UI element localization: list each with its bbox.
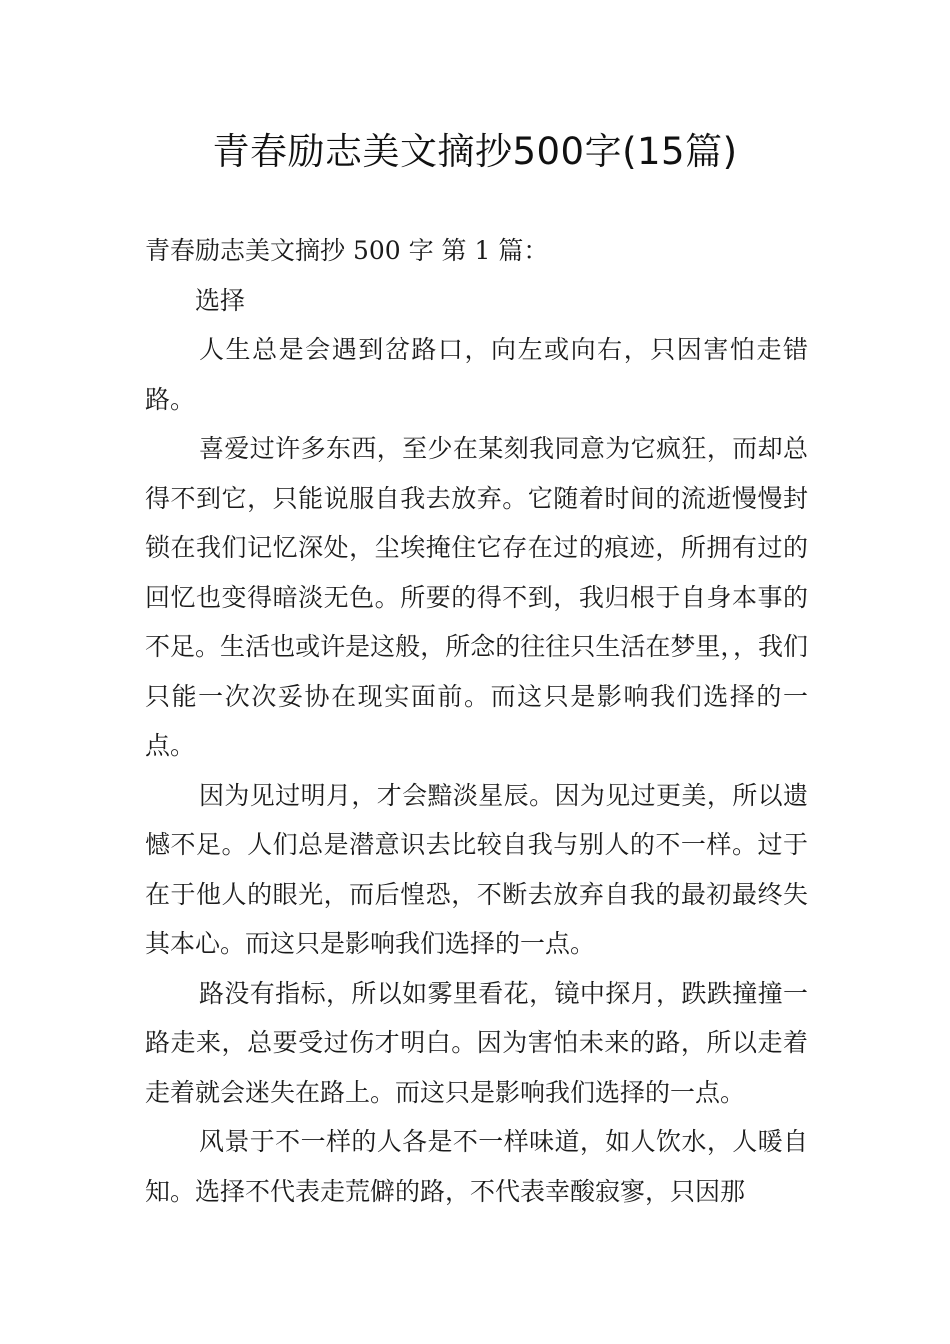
essay-title: 选择 — [195, 285, 246, 315]
body-paragraph-3: 因为见过明月，才会黯淡星辰。因为见过更美，所以遗憾不足。人们总是潜意识去比较自我与别人的不一样。过于在于他人的眼光，而后惶恐，不断去放弃自我的最初最终失其本心。而这只是影响我们选择的一点。 — [145, 780, 808, 958]
body-paragraph-1: 人生总是会遇到岔路口，向左或向右，只因害怕走错路。 — [145, 335, 808, 414]
section-heading: 青春励志美文摘抄 500 字 第 1 篇： — [145, 236, 549, 265]
document-body — [145, 226, 808, 1216]
body-paragraph-5: 风景于不一样的人各是不一样味道，如人饮水，人暖自知。选择不代表走荒僻的路，不代表幸酸寂寥，只因那 — [145, 1127, 808, 1206]
body-paragraph-2: 喜爱过许多东西，至少在某刻我同意为它疯狂，而却总得不到它，只能说服自我去放弃。它随着时间的流逝慢慢封锁在我们记忆深处，尘埃掩住它存在过的痕迹，所拥有过的回忆也变得暗淡无色。所要的得不到，我归根于自身本事的不足。生活也或许是这般，所念的往往只生活在梦里，，我们只能一次次妥协在现实面前。而这只是影响我们选择的一点。 — [145, 434, 808, 760]
document-title: 青春励志美文摘抄500字(15篇) — [212, 130, 738, 173]
body-paragraph-4: 路没有指标，所以如雾里看花，镜中探月，跌跌撞撞一路走来，总要受过伤才明白。因为害怕未来的路，所以走着走着就会迷失在路上。而这只是影响我们选择的一点。 — [145, 978, 808, 1107]
